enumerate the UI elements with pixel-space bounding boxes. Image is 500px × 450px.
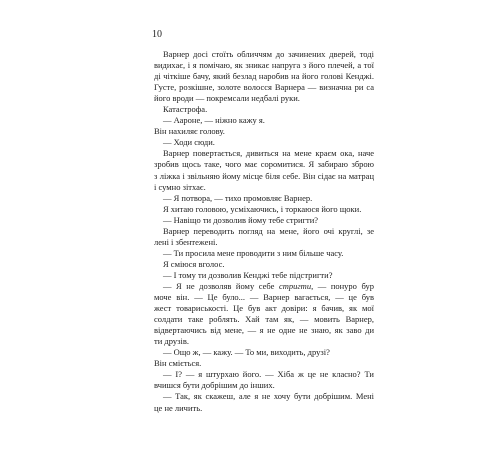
text-line: — Ощо ж, — кажу. — То ми, виходить, друзі? xyxy=(163,347,330,358)
text-line: лені і збентежені. xyxy=(154,236,218,247)
body-text xyxy=(154,49,374,414)
text-line: — І тому ти дозволив Кенджі тебе підстригти? xyxy=(163,269,333,280)
text-line: відвертаючись від мене, — я не одне не знаю, як заво ди xyxy=(154,325,374,336)
emphasis: стригти xyxy=(278,280,312,291)
text-line: — Навіщо ти дозволив йому тебе стригти? xyxy=(163,214,319,225)
text-line: Катастрофа. xyxy=(163,104,208,115)
text-line: солдати таке роблять. Хай там як, — мовить Варнер, xyxy=(154,314,374,325)
text-line: — Ти просила мене проводити з ним більше часу. xyxy=(163,247,344,258)
text-line: жест товариськості. Це був акт довіри: я бачив, як мої xyxy=(154,303,374,314)
text-line: ти друзів. xyxy=(154,336,189,347)
text-line: — Так, як скажеш, але я не хочу бути добрішим. Мені xyxy=(163,391,374,402)
text-line: і сумно зітхає. xyxy=(154,181,206,192)
text-line: зробив щось таке, чого має соромитися. Я забираю зброю xyxy=(154,159,374,170)
text-line: Я хитаю головою, усміхаючись, і торкаюся його щоки. xyxy=(163,203,362,214)
page-number: 10 xyxy=(152,29,162,40)
text-line: Він нахиляє голову. xyxy=(154,126,225,137)
text-line: ді чіткіше бачу, який безлад наробив на його голові Кенджі. xyxy=(154,71,374,82)
text-line: — Ходи сюди. xyxy=(163,137,215,148)
text-line: Варнер досі стоїть обличчям до зачинених дверей, тоді xyxy=(163,49,374,59)
text-line: — Я не дозволяв йому себе стригти, — понуро бур xyxy=(163,280,374,291)
text-line: Варнер повертається, дивиться на мене краєм ока, наче xyxy=(163,148,374,159)
text-line: — Я потвора, — тихо промовляє Варнер. xyxy=(163,192,313,203)
text-line: — І? — я штурхаю його. — Хіба ж це не класно? Ти xyxy=(163,369,374,380)
text-line: вчишся бути добрішим до інших. xyxy=(154,380,275,391)
text-line: видихає, і я помічаю, як зникає напруга з його плечей, а тої xyxy=(154,60,374,71)
text-line: його вроди — покремсали недбалі руки. xyxy=(154,93,300,104)
text-line: Варнер переводить погляд на мене, його очі круглі, зе xyxy=(163,225,374,236)
text-line: моче він. — Це було... — Варнер вагається, — це був xyxy=(154,292,374,303)
text-line: з ліжка і звільняю йому місце біля себе. Він сідає на матрац xyxy=(154,170,374,181)
text-line: Я сміюся вголос. xyxy=(163,258,225,269)
text-line: — Аароне, — ніжно кажу я. xyxy=(163,115,265,126)
text-line: Він сміється. xyxy=(154,358,202,369)
text-line: Густе, розкішне, золоте волосся Варнера — визначна ри са xyxy=(154,82,374,93)
text-line: це не личить. xyxy=(154,402,203,413)
